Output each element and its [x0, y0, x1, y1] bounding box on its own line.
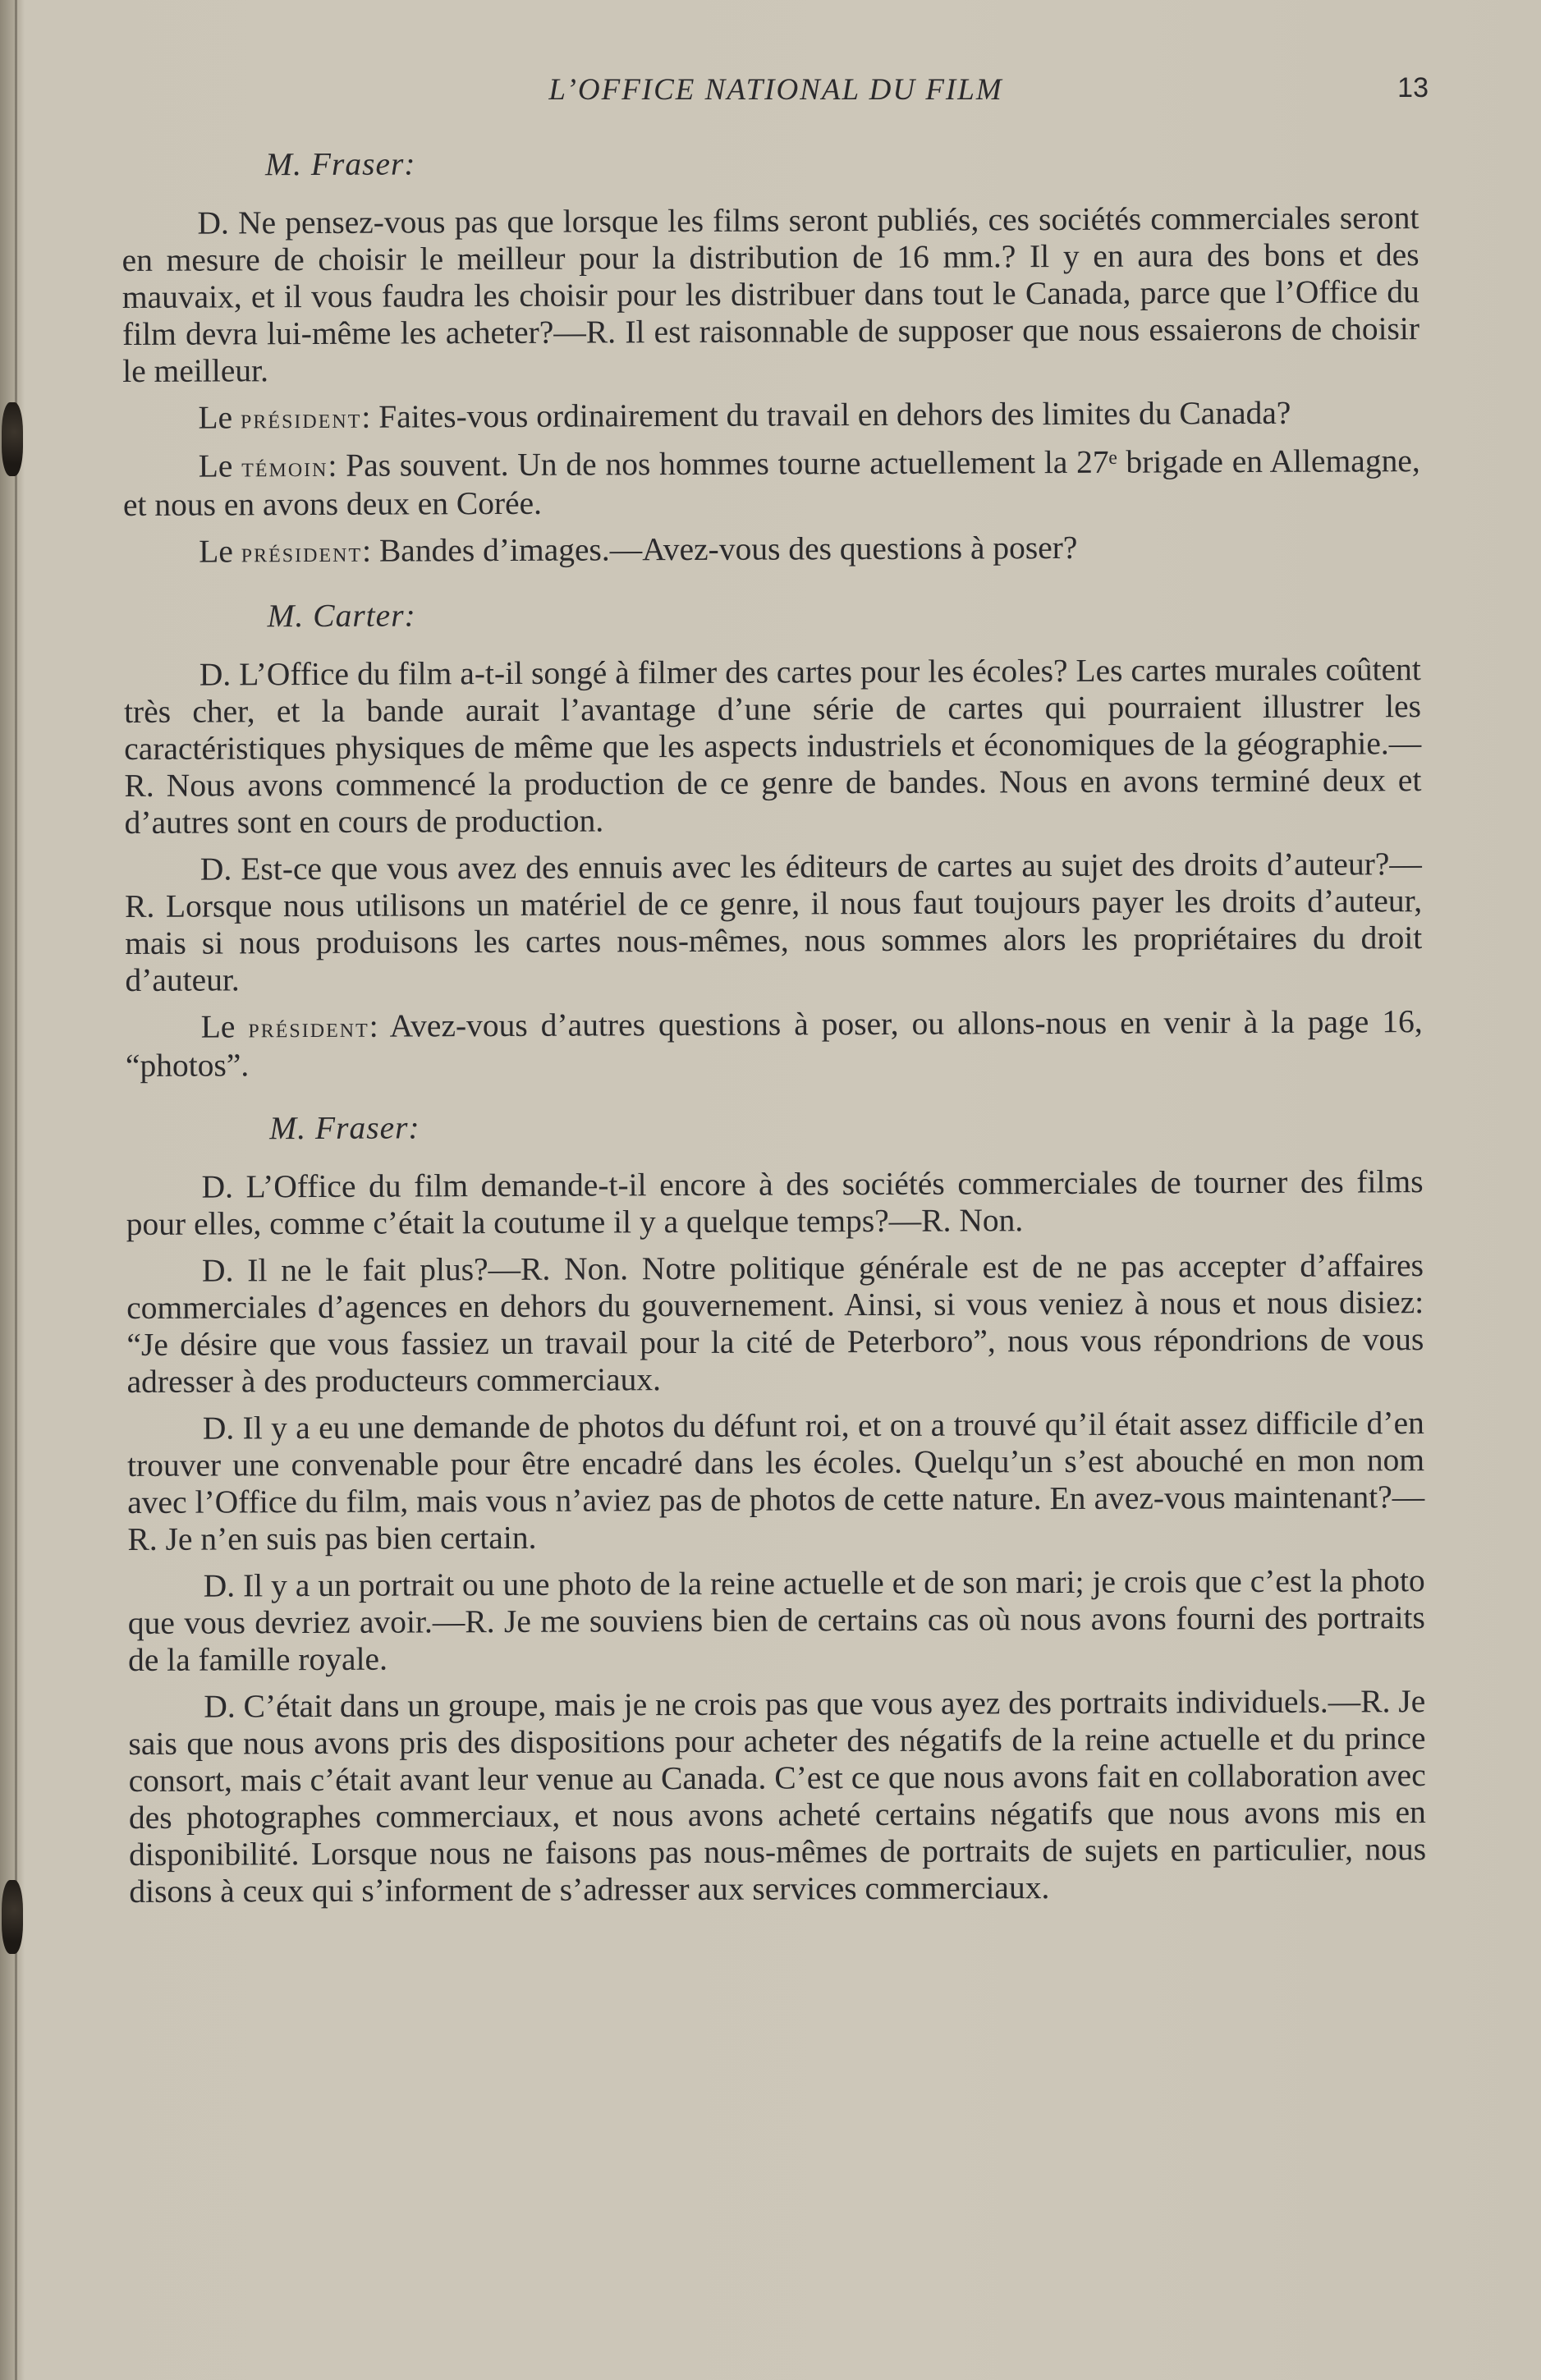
paragraph-text: D. L’Office du film demande-t-il encore à des sociétés commerciales de tourner des films pour elles, comme c’était la coutume il y a quelque temps?—R. Non.: [126, 1163, 1424, 1242]
speaker-role: témoin: [241, 452, 328, 484]
binding-edge: [0, 0, 25, 2380]
speaker-role: président: [240, 403, 362, 435]
paragraph: [128, 1562, 1426, 1679]
paragraph: [123, 528, 1420, 572]
speaker-heading: M. Fraser:: [265, 145, 416, 183]
binder-clip-bottom: [2, 1880, 23, 1954]
paragraph-text: D. Il y a eu une demande de photos du défunt roi, et on a trouvé qu’il était assez difficile d’en trouver une convenable pour être encadré dans les écoles. Quelqu’un s’est abouché en mon nom avec l’Office du film, mais vous n’aviez pas de photos de cette nature. En avez-vous maintenant?—R. Je n’en suis pas bien certain.: [126, 1405, 1425, 1557]
paragraph-text: : Pas souvent. Un de nos hommes tourne actuellement la 27ᵉ brigade en Allemagne, et nous en avons deux en Corée.: [122, 443, 1420, 523]
paragraph-text: : Bandes d’images.—Avez-vous des questions à poser?: [361, 529, 1078, 569]
paragraph: [124, 651, 1422, 841]
paragraph: [122, 394, 1419, 438]
paragraph: [126, 1247, 1424, 1401]
speaker-prefix: Le: [198, 399, 241, 436]
paragraph-text: : Faites-vous ordinairement du travail en dehors des limites du Canada?: [361, 394, 1291, 435]
paragraph-text: D. Il ne le fait plus?—R. Non. Notre politique générale est de ne pas accepter d’affaires commerciales d’agences en dehors du gouvernement. Ainsi, si vous veniez à nous et nous disiez: “Je désire que vous fassiez un travail pour la cité de Peterboro”, nous vous répondrions de vous adresser à des producteurs commerciaux.: [126, 1247, 1424, 1400]
page-body: [122, 138, 1426, 1920]
speaker-heading: M. Fraser:: [269, 1109, 420, 1147]
paragraph-text: D. C’était dans un groupe, mais je ne crois pas que vous ayez des portraits individuels.—R. Je sais que nous avons pris des dispositions pour acheter des négatifs de la reine actuelle et du prince consort, mais c’était avant leur venue au Canada. C’est ce que nous avons fait en collaboration avec des photographes commerciaux, et nous avons acheté certains négatifs que nous avons mis en disponibilité. Lorsque nous ne faisons pas nous-mêmes de portraits de sujets en particulier, nous disons à ceux qui s’informent de s’adresser aux services commerciaux.: [128, 1683, 1427, 1910]
page-edge-line: [15, 0, 17, 2380]
speaker-role: président: [248, 1012, 369, 1044]
binder-clip-top: [2, 402, 23, 476]
speaker-prefix: Le: [200, 1008, 249, 1045]
running-title: L’OFFICE NATIONAL DU FILM: [548, 73, 1003, 107]
speaker-prefix: Le: [198, 447, 242, 484]
paragraph-text: D. Ne pensez-vous pas que lorsque les films seront publiés, ces sociétés commerciales seront en mesure de choisir le meilleur pour la distribution de 16 mm.? Il y en aura des bons et des mauvaix, et il vous faudra les choisir pour les distribuer dans tout le Canada, parce que l’Office du film devra lui-même les acheter?—R. Il est raisonnable de supposer que nous essaierons de choisir le meilleur.: [122, 199, 1420, 389]
paragraph-text: : Avez-vous d’autres questions à poser, ou allons-nous en venir à la page 16, “photos”.: [125, 1003, 1423, 1084]
page-number: 13: [1397, 72, 1429, 103]
speaker-heading: M. Carter:: [267, 597, 416, 635]
paragraph: [128, 1683, 1426, 1910]
paragraph: [126, 1003, 1423, 1085]
paragraph: [125, 846, 1423, 999]
paragraph-text: D. L’Office du film a-t-il songé à filmer des cartes pour les écoles? Les cartes murales coûtent très cher, et la bande aurait l’avantage d’une série de cartes qui pourraient illustrer les caractéristiques physiques de même que les aspects industriels et économiques de la géographie.—R. Nous avons commencé la production de ce genre de bandes. Nous en avons terminé deux et d’autres sont en cours de production.: [123, 651, 1422, 841]
paragraph: [123, 443, 1420, 524]
speaker-prefix: Le: [199, 533, 241, 570]
paragraph: [127, 1405, 1425, 1558]
paragraph-text: D. Il y a un portrait ou une photo de la reine actuelle et de son mari; je crois que c’est la photo que vous devriez avoir.—R. Je me souviens bien de certains cas où nous avons fourni des portraits de la famille royale.: [127, 1562, 1425, 1678]
paragraph: [126, 1163, 1423, 1243]
paragraph: [122, 199, 1419, 390]
speaker-role: président: [241, 537, 363, 569]
page-header: [123, 72, 1429, 113]
paragraph-text: D. Est-ce que vous avez des ennuis avec les éditeurs de cartes au sujet des droits d’auteur?—R. Lorsque nous utilisons un matériel de ce genre, il nous faut toujours payer les droits d’auteur, mais si nous produisons les cartes nous-mêmes, nous sommes alors les propriétaires du droit d’auteur.: [124, 846, 1423, 998]
